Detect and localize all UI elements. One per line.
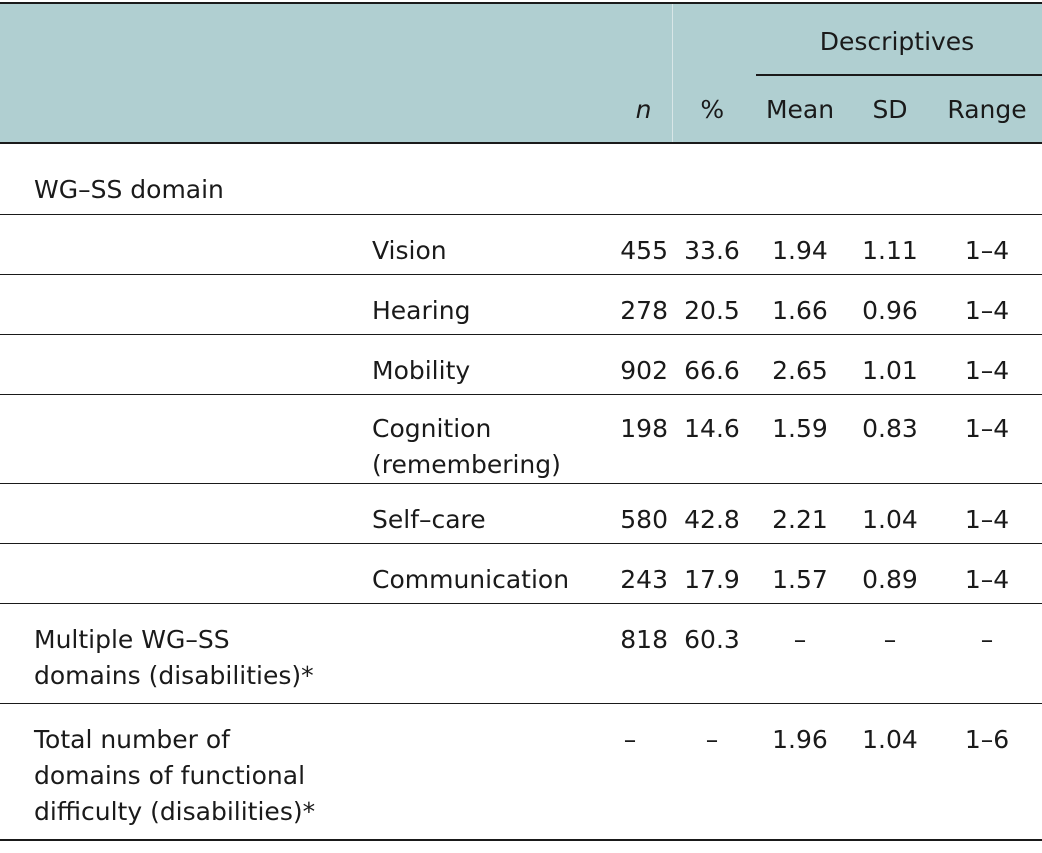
total-label-line: difficulty (disabilities)* xyxy=(34,797,316,826)
cell-n: 818 xyxy=(588,604,672,704)
cell-sd: 0.96 xyxy=(848,275,932,335)
cell-range: 1–4 xyxy=(932,484,1042,544)
cell-sd: 1.04 xyxy=(848,484,932,544)
table-row xyxy=(0,544,1042,604)
cell-range: 1–4 xyxy=(932,395,1042,484)
cell-pct: 66.6 xyxy=(672,335,752,395)
cell-n: 580 xyxy=(588,484,672,544)
cell-range: 1–6 xyxy=(932,704,1042,840)
cell-sd: 0.89 xyxy=(848,544,932,604)
section-row xyxy=(0,143,1042,215)
descriptives-table xyxy=(0,2,1042,841)
domain-name xyxy=(366,395,588,484)
header-empty-cell xyxy=(0,76,366,143)
cell-n: 902 xyxy=(588,335,672,395)
cell-mean: 1.94 xyxy=(752,215,848,275)
cell-sd: 1.04 xyxy=(848,704,932,840)
cell-sd: 1.11 xyxy=(848,215,932,275)
col-header-range: Range xyxy=(932,76,1042,143)
empty-cell xyxy=(0,335,366,395)
empty-cell xyxy=(0,484,366,544)
table-row xyxy=(0,335,1042,395)
total-label-line: Total number of xyxy=(34,725,230,754)
col-header-mean: Mean xyxy=(752,76,848,143)
section-label: WG–SS domain xyxy=(0,143,1042,215)
domain-name: Mobility xyxy=(366,335,588,395)
table-row xyxy=(0,484,1042,544)
cell-sd: 0.83 xyxy=(848,395,932,484)
header-empty-cell xyxy=(672,3,752,76)
header-row-group xyxy=(0,3,1042,76)
cell-range: – xyxy=(932,604,1042,704)
multiple-label-line: Multiple WG–SS xyxy=(34,625,230,654)
cell-sd: 1.01 xyxy=(848,335,932,395)
table-row xyxy=(0,275,1042,335)
cell-mean: – xyxy=(752,604,848,704)
header-empty-cell xyxy=(588,3,672,76)
empty-cell xyxy=(0,215,366,275)
table-header xyxy=(0,3,1042,143)
cell-n: 243 xyxy=(588,544,672,604)
domain-name: Communication xyxy=(366,544,588,604)
descriptives-group-header xyxy=(752,3,1042,76)
table-row-total xyxy=(0,704,1042,840)
domain-name-line: Cognition xyxy=(372,414,492,443)
cell-mean: 1.66 xyxy=(752,275,848,335)
header-empty-cell xyxy=(0,3,366,76)
descriptives-rule xyxy=(756,74,1042,76)
domain-name: Self–care xyxy=(366,484,588,544)
multiple-label-line: domains (disabilities)* xyxy=(34,661,314,690)
cell-range: 1–4 xyxy=(932,544,1042,604)
cell-pct: 33.6 xyxy=(672,215,752,275)
domain-name: Hearing xyxy=(366,275,588,335)
empty-cell xyxy=(366,604,588,704)
table-body xyxy=(0,143,1042,840)
descriptives-label: Descriptives xyxy=(819,27,975,56)
table-row xyxy=(0,395,1042,484)
cell-pct: 42.8 xyxy=(672,484,752,544)
col-header-n: n xyxy=(588,76,672,143)
empty-cell xyxy=(0,544,366,604)
empty-cell xyxy=(0,275,366,335)
col-header-pct: % xyxy=(672,76,752,143)
cell-n: 278 xyxy=(588,275,672,335)
cell-pct: – xyxy=(672,704,752,840)
header-empty-cell xyxy=(366,76,588,143)
total-label-line: domains of functional xyxy=(34,761,306,790)
cell-n: – xyxy=(588,704,672,840)
cell-pct: 20.5 xyxy=(672,275,752,335)
header-empty-cell xyxy=(366,3,588,76)
cell-mean: 1.57 xyxy=(752,544,848,604)
domain-name-line: (remembering) xyxy=(372,450,561,479)
cell-pct: 14.6 xyxy=(672,395,752,484)
cell-mean: 2.65 xyxy=(752,335,848,395)
total-label xyxy=(0,704,366,840)
cell-pct: 17.9 xyxy=(672,544,752,604)
cell-n: 455 xyxy=(588,215,672,275)
cell-pct: 60.3 xyxy=(672,604,752,704)
cell-range: 1–4 xyxy=(932,275,1042,335)
cell-n: 198 xyxy=(588,395,672,484)
domain-name: Vision xyxy=(366,215,588,275)
header-row-columns xyxy=(0,76,1042,143)
empty-cell xyxy=(0,395,366,484)
cell-range: 1–4 xyxy=(932,215,1042,275)
table-row xyxy=(0,215,1042,275)
col-header-sd: SD xyxy=(848,76,932,143)
empty-cell xyxy=(366,704,588,840)
cell-mean: 2.21 xyxy=(752,484,848,544)
cell-range: 1–4 xyxy=(932,335,1042,395)
multiple-label xyxy=(0,604,366,704)
cell-mean: 1.96 xyxy=(752,704,848,840)
table-row-multiple xyxy=(0,604,1042,704)
cell-mean: 1.59 xyxy=(752,395,848,484)
cell-sd: – xyxy=(848,604,932,704)
